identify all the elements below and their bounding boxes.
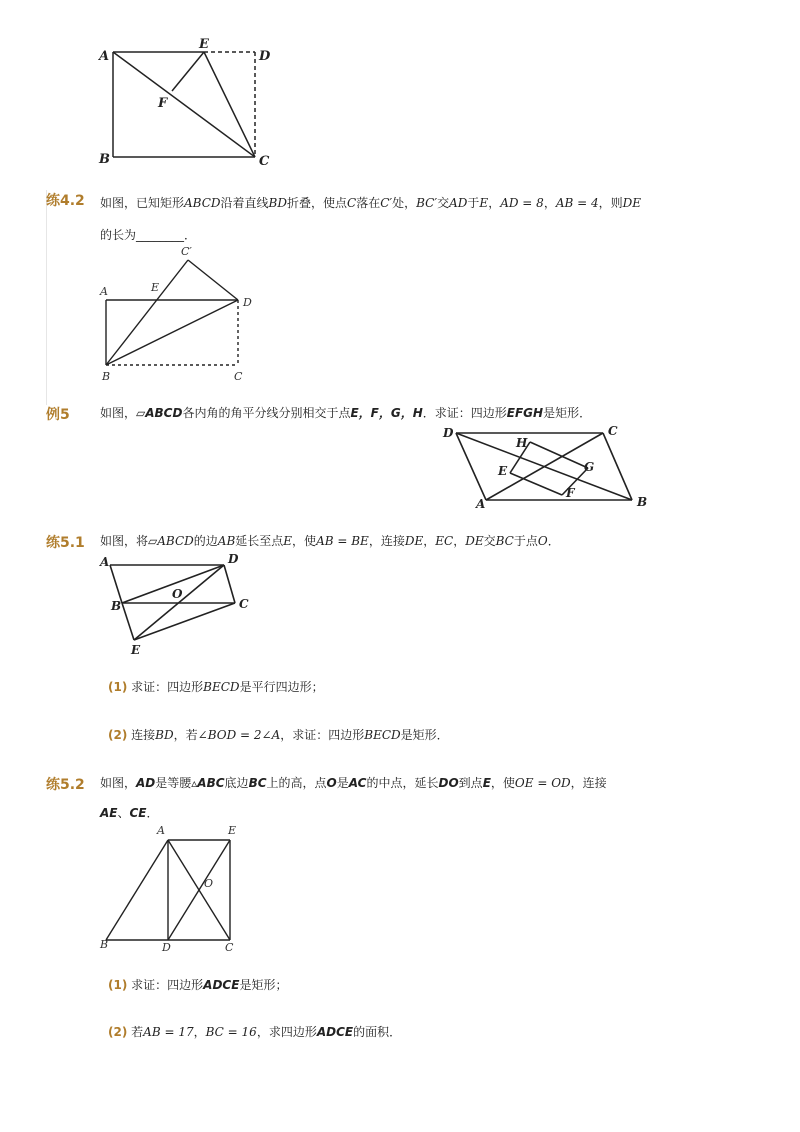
math-seg: ADCE [203, 978, 240, 992]
label-D: D [443, 426, 454, 440]
text-seg: 到点 [458, 776, 483, 790]
math-seg: BC′ [416, 196, 438, 210]
math-seg: AC [348, 776, 367, 790]
math-seg: BD [155, 728, 174, 742]
text-seg: ，求证：四边形 [280, 728, 365, 742]
math-seg: E [479, 196, 489, 210]
label-B: B [111, 599, 122, 613]
text-seg: 底边 [224, 776, 249, 790]
text-seg: 延长至点 [235, 534, 284, 548]
math-seg: CE [129, 806, 147, 820]
math-seg: ▵ABC [191, 776, 225, 790]
math-seg: AE [100, 806, 118, 820]
example-tag-5: 例5 [46, 407, 70, 423]
question-number: (2) [108, 1025, 128, 1039]
label-O: O [172, 587, 183, 601]
exercise-5-1-q1 [108, 679, 324, 695]
label-D: D [259, 49, 271, 64]
math-seg: AB [217, 534, 236, 548]
exercise-5-1-q2 [108, 727, 449, 743]
label-C: C [259, 154, 270, 169]
math-seg: E [482, 776, 491, 790]
text-seg: 如图，将 [100, 534, 149, 548]
text-seg: 连接 [131, 728, 156, 742]
text-seg: ． [146, 806, 159, 820]
text-seg: ，则 [598, 196, 623, 210]
exercise-5-2-q2 [108, 1024, 401, 1040]
math-seg: AD = 8 [500, 196, 544, 210]
text-seg: 沿着直线 [220, 196, 269, 210]
math-seg: BC [495, 534, 514, 548]
text-seg: ，连接 [368, 534, 405, 548]
math-seg: O [326, 776, 337, 790]
text-seg: 的边 [193, 534, 218, 548]
label-H: H [516, 436, 528, 450]
label-E: E [131, 643, 141, 657]
text-seg: ， [423, 534, 436, 548]
text-seg: ．求证：四边形 [422, 406, 507, 420]
math-seg: DE [404, 534, 424, 548]
text-seg: ，连接 [570, 776, 607, 790]
math-seg: ∠BOD = 2∠A [197, 728, 281, 742]
text-seg: 交 [437, 196, 450, 210]
figure-5-1-parallelogram [0, 550, 800, 660]
text-seg: ． [547, 534, 560, 548]
text-seg: 各内角的角平分线分别相交于点 [182, 406, 351, 420]
math-seg: AB = BE [316, 534, 369, 548]
text-seg: 是 [336, 776, 349, 790]
label-E: E [151, 281, 160, 294]
label-C-prime: C′ [181, 245, 192, 258]
label-D: D [228, 552, 239, 566]
exercise-tag-4-2: 练4.2 [46, 193, 85, 209]
text-seg: 若 [131, 1025, 144, 1039]
exercise-tag-5-1: 练5.1 [46, 535, 85, 551]
math-seg: ▱ABCD [148, 534, 194, 548]
math-seg: BD [268, 196, 287, 210]
label-O: O [204, 877, 214, 890]
text-seg: 的中点，延长 [366, 776, 439, 790]
label-A: A [476, 497, 486, 511]
figure-top-rectangle [0, 0, 800, 180]
text-seg: ， [453, 534, 466, 548]
question-number: (2) [108, 728, 128, 742]
figure-4-2-folded-rectangle [0, 240, 800, 383]
label-F: F [158, 96, 168, 111]
label-E: E [498, 464, 508, 478]
question-number: (1) [108, 680, 128, 694]
text-seg: 如图， [100, 406, 137, 420]
label-B: B [102, 370, 111, 383]
math-seg: BC [248, 776, 267, 790]
exercise-5-1-text [100, 533, 560, 549]
text-seg: 于 [467, 196, 480, 210]
math-seg: ADCE [316, 1025, 354, 1039]
label-D: D [243, 296, 252, 309]
label-A: A [100, 285, 108, 298]
math-seg: AB = 17 [143, 1025, 194, 1039]
label-F: F [566, 486, 575, 500]
exercise-tag-5-2: 练5.2 [46, 777, 85, 793]
exercise-4-2-line2: 的长为________． [100, 228, 197, 242]
math-seg: AD [136, 776, 156, 790]
exercise-5-2-line1 [100, 775, 607, 791]
math-seg: BECD [203, 680, 240, 694]
exercise-5-2-q1 [108, 977, 287, 993]
label-C: C [234, 370, 243, 383]
math-seg: C [347, 196, 357, 210]
figure-5-parallelogram [0, 420, 800, 510]
math-seg: ABCD [184, 196, 221, 210]
text-seg: ，使 [292, 534, 317, 548]
text-seg: 的面积． [353, 1025, 402, 1039]
label-B: B [100, 938, 109, 951]
label-D: D [162, 941, 171, 954]
math-seg: AD [449, 196, 468, 210]
math-seg: DE [465, 534, 484, 548]
text-seg: 落在 [356, 196, 381, 210]
label-A: A [100, 555, 110, 569]
math-seg: C′ [380, 196, 393, 210]
label-B: B [637, 495, 648, 509]
math-seg: AB = 4 [555, 196, 599, 210]
text-seg: 是等腰 [155, 776, 192, 790]
text-seg: 上的高，点 [266, 776, 327, 790]
text-seg: 折叠，使点 [287, 196, 348, 210]
label-E: E [228, 824, 237, 837]
math-seg: O [537, 534, 548, 548]
text-seg: 如图， [100, 776, 137, 790]
text-seg: 求证：四边形 [131, 978, 204, 992]
text-seg: ，使 [490, 776, 515, 790]
label-E: E [199, 37, 209, 52]
math-seg: DO [438, 776, 459, 790]
text-seg: ， [193, 1025, 206, 1039]
figure-5-2-triangle-rectangle [0, 820, 800, 955]
exercise-5-2-line2 [100, 805, 159, 821]
text-seg: ，求四边形 [256, 1025, 317, 1039]
math-seg: OE = OD [514, 776, 571, 790]
exercise-4-2-line1 [100, 195, 641, 211]
text-seg: 、 [117, 806, 130, 820]
math-seg: BC = 16 [205, 1025, 257, 1039]
text-seg: 是矩形． [543, 406, 592, 420]
text-seg: ， [488, 196, 501, 210]
math-seg: ▱ABCD [136, 406, 183, 420]
text-seg: 处， [392, 196, 417, 210]
math-seg: BECD [364, 728, 401, 742]
text-seg: 于点 [513, 534, 538, 548]
label-G: G [584, 460, 595, 474]
label-C: C [608, 424, 618, 438]
text-seg: 是矩形； [239, 978, 288, 992]
text-seg: ，若 [173, 728, 198, 742]
math-seg: E [283, 534, 293, 548]
text-seg: 求证：四边形 [131, 680, 204, 694]
text-seg: 交 [483, 534, 496, 548]
math-seg: EFGH [506, 406, 544, 420]
label-C: C [225, 941, 234, 954]
text-seg: 是平行四边形； [239, 680, 324, 694]
math-seg: E，F，G，H [350, 406, 423, 420]
label-B: B [99, 152, 110, 167]
label-C: C [239, 597, 249, 611]
text-seg: 是矩形． [400, 728, 449, 742]
text-seg: 如图，已知矩形 [100, 196, 185, 210]
text-seg: ， [543, 196, 556, 210]
math-seg: EC [435, 534, 454, 548]
question-number: (1) [108, 978, 128, 992]
label-A: A [99, 49, 110, 64]
label-A: A [157, 824, 165, 837]
example-5-text [100, 405, 591, 421]
math-seg: DE [622, 196, 642, 210]
